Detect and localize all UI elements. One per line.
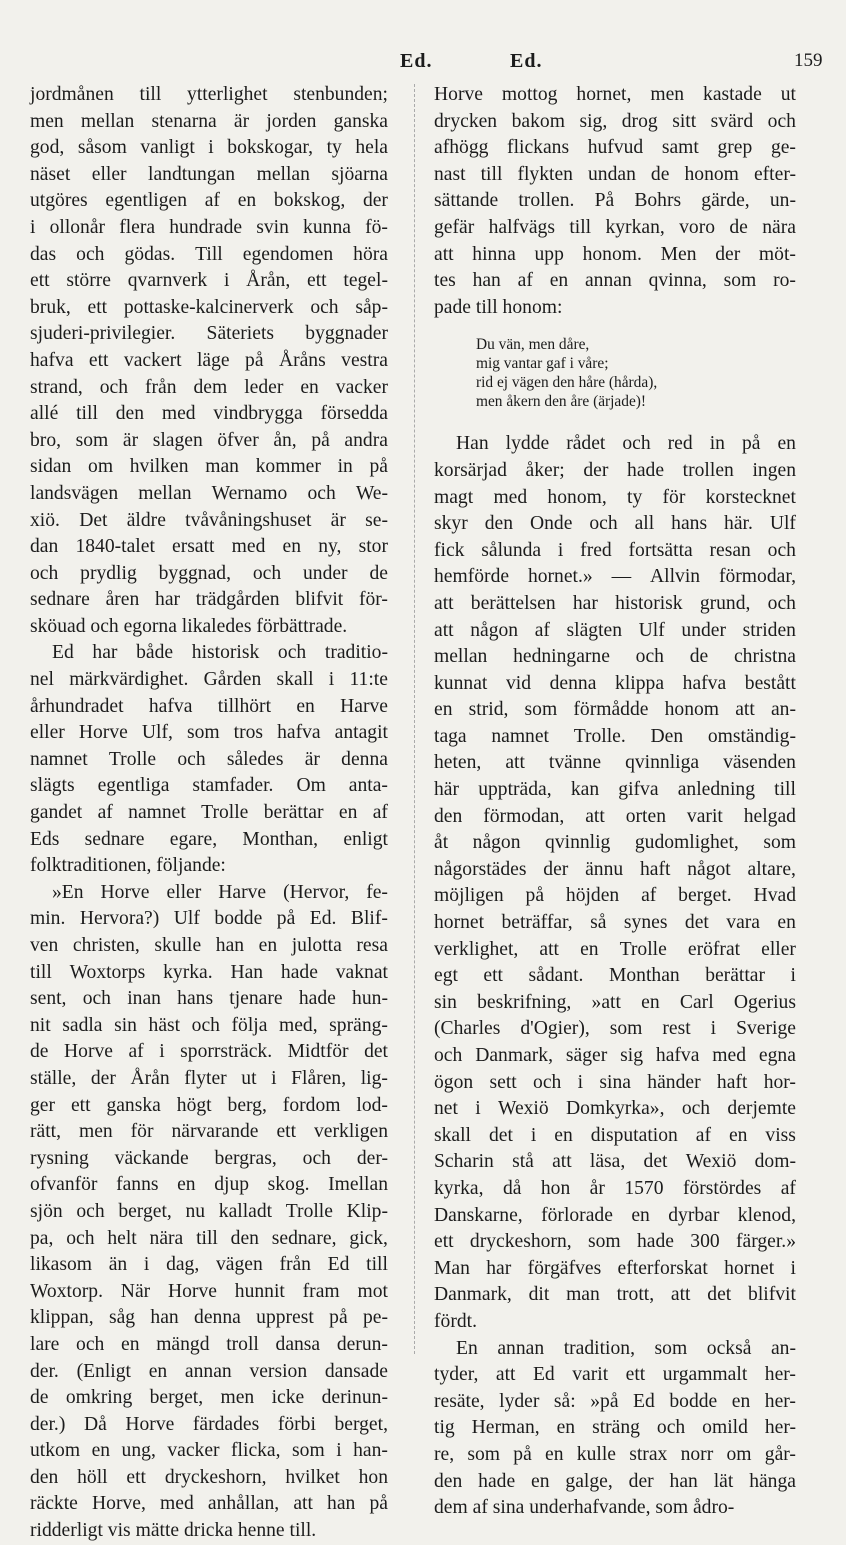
text-line: ett dryckeshorn, som hade 300 färger.» [434, 1231, 796, 1253]
text-line: sidan om hvilken man kommer in på [30, 456, 388, 478]
text-line: ofvanför fanns en djup skog. Imellan [30, 1174, 388, 1196]
text-line: möjligen på höjden af berget. Hvad [434, 885, 796, 907]
text-line: ögon sett och i sina händer haft hor- [434, 1071, 796, 1093]
text-line: rysning väckande bergras, och der- [30, 1147, 388, 1169]
text-line: lare och en mängd troll dansa derun- [30, 1333, 388, 1355]
text-line: Han lydde rådet och red in på en [456, 433, 796, 455]
poem-line: rid ej vägen den håre (hårda), [476, 374, 658, 392]
right-column [434, 82, 796, 1522]
text-line: utkom en ung, vacker flicka, som i han- [30, 1440, 388, 1462]
text-line: Eds sednare egare, Monthan, enligt [30, 828, 388, 850]
text-line: das och gödas. Till egendomen höra [30, 243, 388, 265]
text-line: taga namnet Trolle. Den omständig- [434, 725, 796, 747]
text-line: Horve mottog hornet, men kastade ut [434, 84, 796, 105]
text-line: sättande trollen. På Bohrs gärde, un- [434, 190, 796, 212]
text-line: men mellan stenarna är jorden ganska [30, 110, 388, 132]
text-line: pade till honom: [434, 296, 563, 318]
text-line: kyrka, då hon år 1570 förstördes af [434, 1177, 796, 1199]
text-line: Man har förgäfves efterforskat hornet i [434, 1257, 796, 1279]
text-line: sin beskrifning, »att en Carl Ogerius [434, 991, 796, 1013]
text-line: ett större qvarnverk i Årån, ett tegel- [30, 270, 388, 292]
text-line: och Danmark, säger sig hafva med egna [434, 1045, 796, 1066]
text-line: folktraditionen, följande: [30, 855, 226, 877]
text-line: gefär halfvägs till kyrkan, voro de nära [434, 216, 796, 238]
text-line: någorstädes der ännu haft något altare, [434, 858, 796, 880]
text-line: klippan, såg han denna upprest på pe- [30, 1307, 388, 1329]
text-line: der. (Enligt en annan version dansade [30, 1360, 388, 1382]
text-line: verklighet, att en Trolle eröfrat eller [434, 938, 796, 960]
text-line: i ollonår flera hundrade svin kunna fö- [30, 216, 388, 238]
text-line: korsärjad åker; der hade trollen ingen [434, 459, 796, 481]
text-line: afhögg flickans hufvud samt grep ge- [434, 137, 796, 159]
text-line: »En Horve eller Harve (Hervor, fe- [52, 881, 388, 903]
text-line: sednare åren har trädgården blifvit för- [30, 589, 388, 611]
text-line: eller Horve Ulf, som tros hafva antagit [30, 722, 388, 744]
right-column-top-text [434, 82, 796, 321]
text-line: egt ett sådant. Monthan berättar i [434, 965, 796, 987]
text-line: re, som på en kulle strax norr om går- [434, 1443, 796, 1465]
text-line: hornet beträffar, så synes det vara en [434, 912, 796, 934]
text-line: drycken bakom sig, drog sitt svärd och [434, 110, 796, 132]
text-line: tes han af en annan qvinna, som ro- [434, 270, 796, 292]
text-line: allé till den med vindbrygga försedda [30, 403, 388, 425]
text-line: gandet af namnet Trolle berättar en af [30, 802, 388, 824]
text-line: ställe, der Årån flyter ut i Flåren, lig- [30, 1067, 388, 1089]
text-line: slägts egentliga stamfader. Om anta- [30, 775, 388, 797]
text-line: den förmodan, att orten varit helgad [434, 805, 796, 827]
text-line: skyr den Onde och all hans här. Ulf [434, 513, 796, 535]
text-line: att berättelsen har historisk grund, och [434, 592, 796, 614]
text-line: bruk, ett pottaske-kalcinerverk och såp- [30, 296, 388, 318]
text-line: dan 1840-talet ersatt med en ny, stor [30, 536, 388, 558]
text-line: till Woxtorps kyrka. Han hade vaknat [30, 961, 388, 983]
text-line: skall det i en disputation af en viss [434, 1124, 796, 1146]
text-line: xiö. Det äldre tvåvåningshuset är se- [30, 509, 388, 531]
text-line: nit sadla sin häst och följa med, spräng- [30, 1014, 388, 1036]
text-line: fördt. [434, 1310, 477, 1332]
text-line: god, såsom vanligt i bokskogar, ty hela [30, 137, 388, 159]
text-line: räckte Horve, med anhållan, att han på [30, 1493, 388, 1515]
poem-line: Du vän, men dåre, [476, 336, 590, 354]
text-line: den hade en galge, der han lät hänga [434, 1470, 796, 1492]
text-line: sjön och berget, nu kalladt Trolle Klip- [30, 1200, 388, 1222]
text-line: (Charles d'Ogier), som rest i Sverige [434, 1018, 796, 1040]
text-line: här uppträda, kan gifva anledning till [434, 779, 796, 801]
text-line: sjuderi-privilegier. Säteriets byggnader [30, 323, 388, 345]
poem-line: mig vantar gaf i våre; [476, 355, 609, 373]
text-line: de omkring berget, men icke derinun- [30, 1387, 388, 1409]
text-line: resäte, lyder så: »på Ed bodde en her- [434, 1390, 796, 1412]
poem-line: men åkern den åre (ärjade)! [476, 393, 647, 411]
text-line: den höll ett dryckeshorn, hvilket hon [30, 1466, 388, 1488]
text-line: tyder, att Ed varit ett urgammalt her- [434, 1364, 796, 1386]
text-line: sköuad och egorna likaledes förbättrade. [30, 615, 348, 637]
text-line: att någon af slägten Ulf under striden [434, 619, 796, 641]
text-line: tig Herman, en sträng och omild her- [434, 1417, 796, 1439]
text-line: Scharin stå att läsa, det Wexiö dom- [434, 1151, 796, 1173]
page-number: 159 [794, 50, 823, 71]
text-line: fick sålunda i fred fortsätta resan och [434, 539, 796, 561]
text-line: landsvägen mellan Wernamo och We- [30, 482, 388, 504]
text-line: der.) Då Horve färdades förbi berget, [30, 1413, 388, 1435]
text-line: kunnat vid denna klippa hafva bestått [434, 672, 796, 694]
running-head-right: Ed. [510, 50, 543, 72]
text-line: och prydlig byggnad, och under de [30, 562, 388, 584]
text-line: heten, att tvänne qvinnliga väsenden [434, 752, 796, 774]
text-line: pa, och helt nära till den sednare, gick, [30, 1227, 388, 1249]
text-line: jordmånen till ytterlighet stenbunden; [30, 84, 388, 105]
text-line: åt någon qvinnlig gudomlighet, som [434, 832, 796, 854]
text-line: att hinna upp honom. Men der möt- [434, 243, 796, 265]
text-line: hemförde hornet.» — Allvin förmodar, [434, 566, 796, 588]
running-head-left: Ed. [400, 50, 433, 72]
text-line: Woxtorp. När Horve hunnit fram mot [30, 1280, 388, 1302]
text-line: strand, och från dem leder en vacker [30, 376, 388, 398]
text-line: de Horve af i sporrsträck. Midtför det [30, 1041, 388, 1063]
text-line: min. Hervora?) Ulf bodde på Ed. Blif- [30, 908, 388, 930]
text-line: näset eller landtungan mellan sjöarna [30, 163, 388, 185]
text-line: rätt, men för närvarande ett verkligen [30, 1121, 388, 1143]
poem-stanza [434, 335, 796, 411]
text-line: århundradet hafva tillhört en Harve [30, 695, 388, 717]
text-line: likasom än i dag, vägen från Ed till [30, 1254, 388, 1276]
text-line: Danskarne, förlorade en dyrbar klenod, [434, 1204, 796, 1226]
text-line: sent, och inan hans tjenare hade hun- [30, 988, 388, 1010]
text-line: dem af sina underhafvande, som ådro- [434, 1497, 735, 1519]
text-line: Ed har både historisk och traditio- [52, 642, 388, 664]
text-line: ger ett ganska högt berg, fordom lod- [30, 1094, 388, 1116]
text-line: magt med honom, ty för korstecknet [434, 486, 796, 508]
text-line: ridderligt vis mätte dricka henne till. [30, 1520, 317, 1542]
text-line: mellan hedningarne och de christna [434, 646, 796, 668]
text-line: hafva ett vackert läge på Åråns vestra [30, 349, 388, 371]
text-line: Danmark, dit man trott, att det blifvit [434, 1284, 796, 1306]
text-line: en strid, som förmådde honom att an- [434, 699, 796, 721]
text-line: net i Wexiö Domkyrka», och derjemte [434, 1098, 796, 1120]
text-line: namnet Trolle och således är denna [30, 748, 388, 770]
text-line: En annan tradition, som också an- [456, 1337, 796, 1359]
text-line: nel märkvärdighet. Gården skall i 11:te [30, 669, 388, 691]
text-line: ven christen, skulle han en julotta resa [30, 935, 388, 956]
column-divider [414, 84, 415, 1354]
text-line: bro, som är slagen öfver ån, på andra [30, 429, 388, 451]
text-line: utgöres egentligen af en bokskog, der [30, 190, 388, 212]
right-column-bottom-text [434, 431, 796, 1521]
text-line: nast till flykten undan de honom efter- [434, 163, 796, 185]
left-column [30, 82, 388, 1545]
